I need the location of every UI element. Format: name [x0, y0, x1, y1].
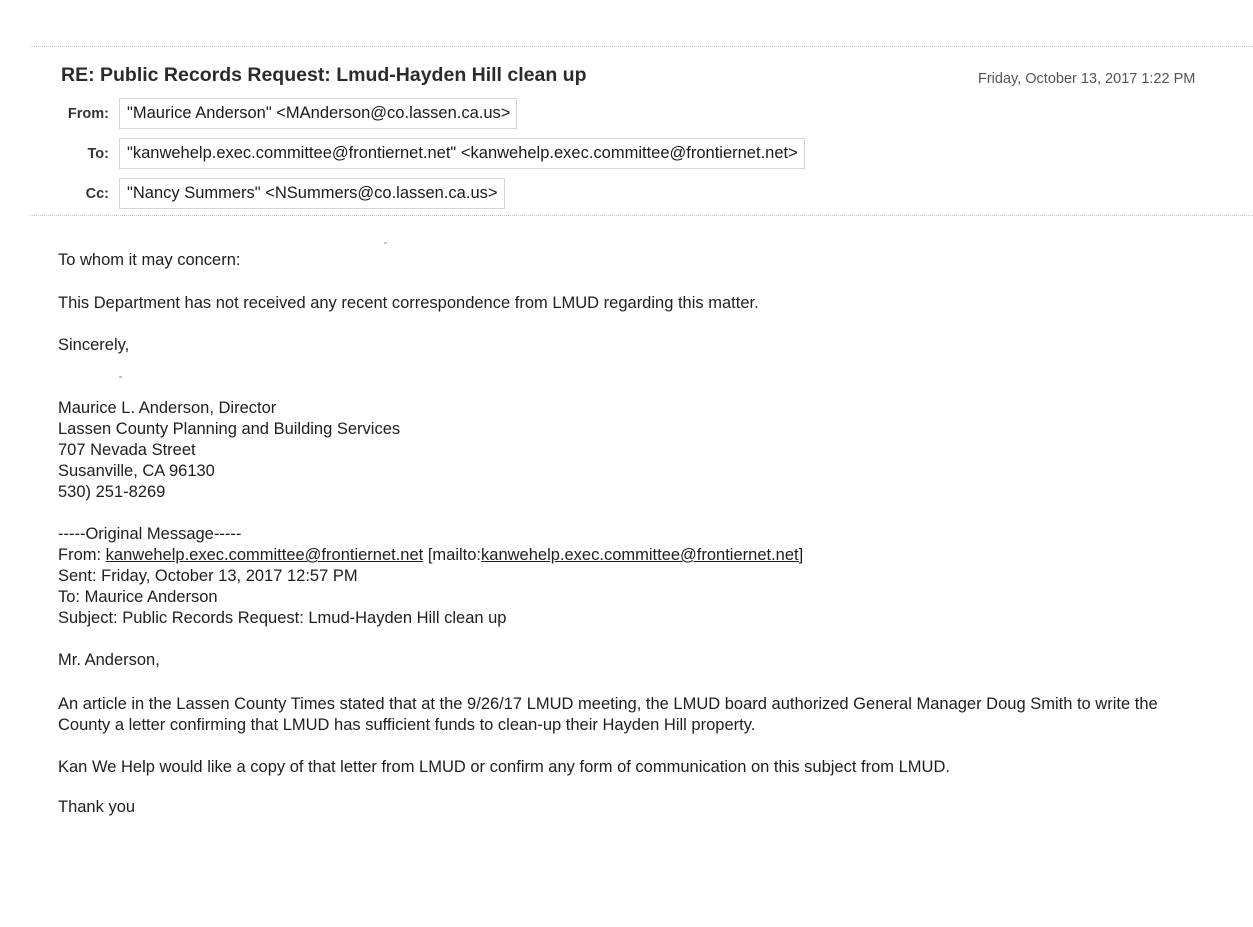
signature-city: Susanville, CA 96130 — [58, 462, 215, 480]
to-label: To: — [87, 146, 109, 162]
reply-greeting: To whom it may concern: — [58, 251, 241, 269]
original-from-line — [58, 545, 803, 566]
signature-department: Lassen County Planning and Building Services — [58, 420, 401, 438]
reply-message: This Department has not received any recent correspondence from LMUD regarding this matter. — [58, 294, 759, 312]
cc-label: Cc: — [85, 186, 109, 202]
original-mailto-link[interactable]: kanwehelp.exec.committee@frontiernet.net] — [481, 546, 804, 564]
original-subject: Subject: Public Records Request: Lmud-Hayden Hill clean up — [58, 609, 507, 627]
original-message-header — [58, 524, 803, 629]
original-sent: Sent: Friday, October 13, 2017 12:57 PM — [58, 567, 358, 585]
cc-field: "Nancy Summers" <NSummers@co.lassen.ca.us> — [119, 178, 505, 209]
signature-street: 707 Nevada Street — [58, 441, 196, 459]
original-salutation: Mr. Anderson, — [58, 651, 160, 669]
original-divider: -----Original Message----- — [58, 525, 242, 543]
signature-phone: 530) 251-8269 — [58, 483, 166, 501]
scan-speck — [119, 376, 122, 378]
paragraph-1-line-2: County a letter confirming that LMUD has sufficient funds to clean-up their Hayden Hill property. — [58, 716, 756, 734]
to-field: "kanwehelp.exec.committee@frontiernet.net" <kanwehelp.exec.committee@frontiernet.net> — [119, 138, 805, 169]
original-to: To: Maurice Anderson — [58, 588, 218, 606]
original-paragraph-1 — [58, 694, 1158, 736]
signature-name-title: Maurice L. Anderson, Director — [58, 399, 277, 417]
from-label: From: — [67, 106, 109, 122]
original-mailto-prefix: [mailto: — [423, 546, 482, 564]
email-date: Friday, October 13, 2017 1:22 PM — [978, 71, 1196, 87]
original-signoff: Thank you — [58, 798, 136, 816]
reply-closing: Sincerely, — [58, 336, 130, 354]
email-subject: RE: Public Records Request: Lmud-Hayden Hill clean up — [61, 64, 587, 86]
original-from-link[interactable]: kanwehelp.exec.committee@frontiernet.net — [105, 546, 424, 564]
from-field: "Maurice Anderson" <MAnderson@co.lassen.ca.us> — [119, 98, 517, 129]
header-rule — [30, 215, 1253, 216]
signature-block — [58, 398, 400, 503]
original-paragraph-2: Kan We Help would like a copy of that letter from LMUD or confirm any form of communication on this subject from LMUD. — [58, 758, 950, 776]
original-from-prefix: From: — [58, 546, 106, 564]
scan-speck — [384, 242, 387, 244]
paragraph-1-line-1: An article in the Lassen County Times stated that at the 9/26/17 LMUD meeting, the LMUD board authorized General Manager Doug Smith to write the — [58, 695, 1158, 713]
top-rule — [30, 46, 1253, 47]
